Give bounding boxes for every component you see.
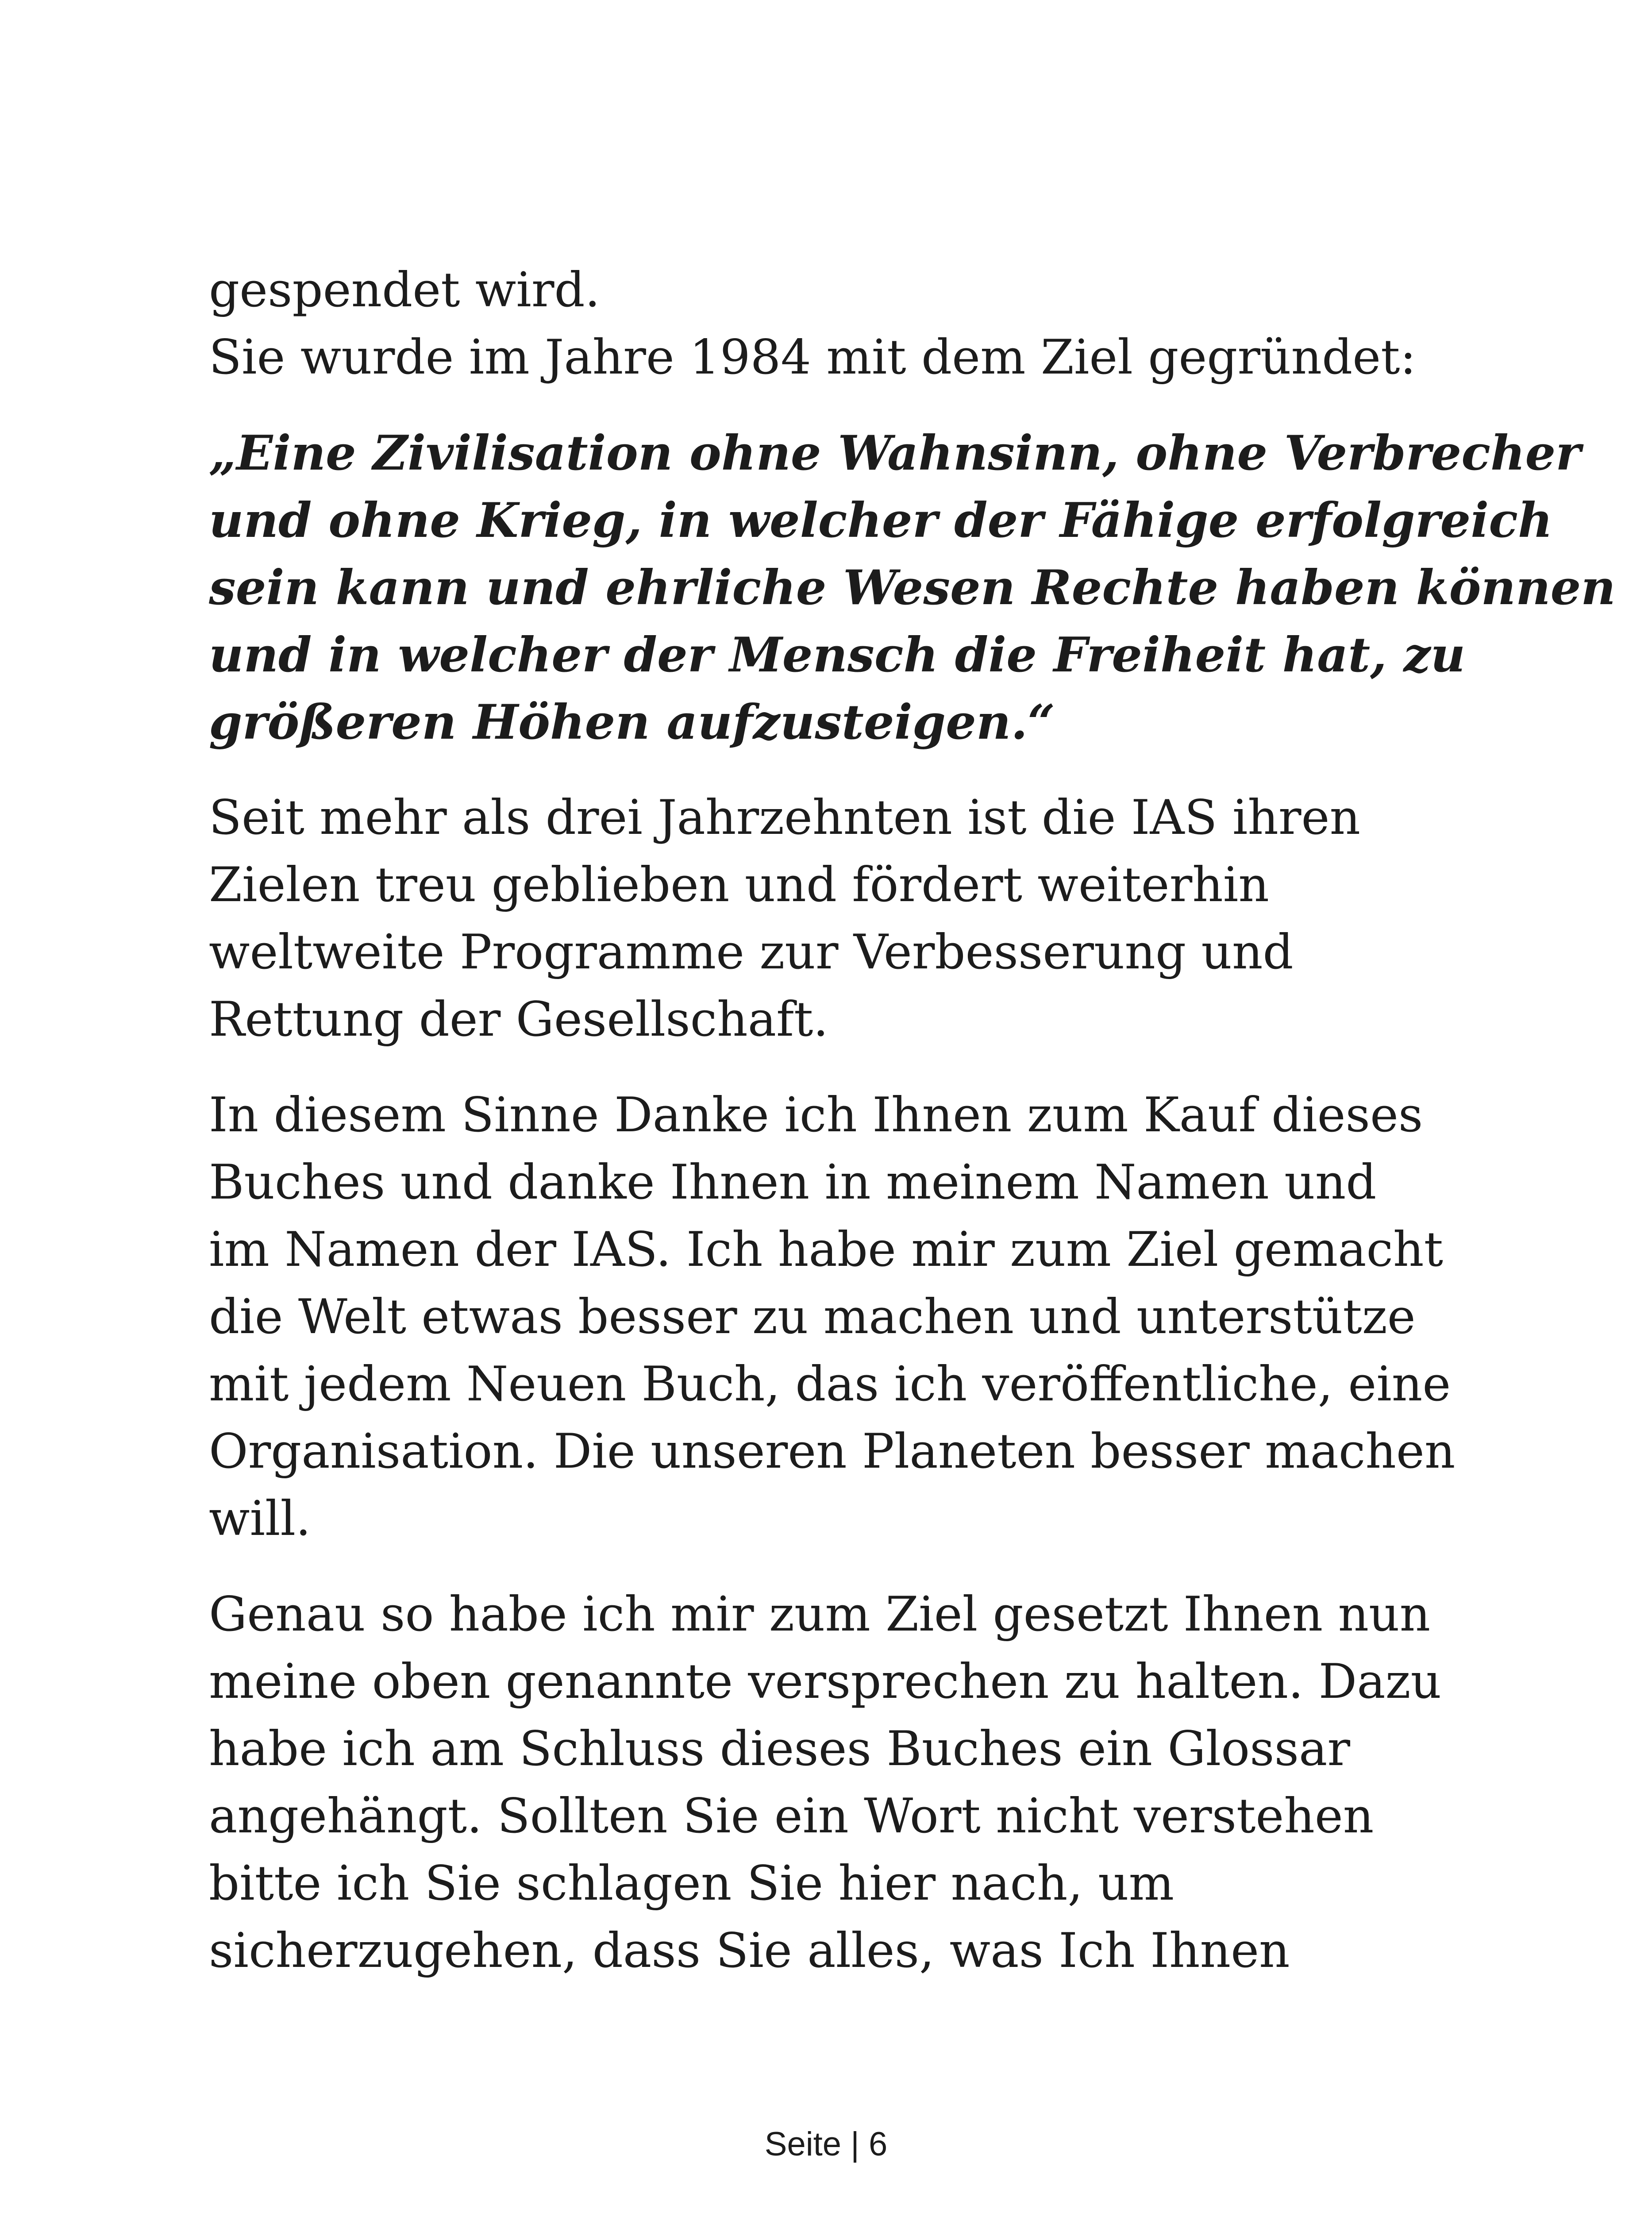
- quote-line: und ohne Krieg, in welcher der Fähige erfolgreich: [209, 493, 1553, 548]
- text-line: weltweite Programme zur Verbesserung und: [209, 925, 1294, 980]
- text-line: Organisation. Die unseren Planeten besser machen: [209, 1424, 1456, 1479]
- text-line: meine oben genannte versprechen zu halten. Dazu: [209, 1654, 1442, 1709]
- text-line: im Namen der IAS. Ich habe mir zum Ziel gemacht: [209, 1222, 1443, 1277]
- paragraph-quote: [209, 420, 1616, 756]
- page-body-text: [209, 257, 1616, 1985]
- text-line: will.: [209, 1491, 311, 1546]
- text-line: bitte ich Sie schlagen Sie hier nach, um: [209, 1856, 1174, 1911]
- paragraph-intro: [209, 257, 1448, 391]
- quote-line: „Eine Zivilisation ohne Wahnsinn, ohne Verbrecher: [209, 425, 1581, 481]
- text-line: mit jedem Neuen Buch, das ich veröffentliche, eine: [209, 1357, 1451, 1412]
- text-line: sicherzugehen, dass Sie alles, was Ich Ihnen: [209, 1923, 1290, 1978]
- text-line: Buches und danke Ihnen in meinem Namen und: [209, 1155, 1377, 1210]
- text-line: Rettung der Gesellschaft.: [209, 992, 828, 1047]
- text-line: In diesem Sinne Danke ich Ihnen zum Kauf dieses: [209, 1087, 1423, 1143]
- quote-line: und in welcher der Mensch die Freiheit hat, zu: [209, 627, 1466, 683]
- paragraph-glossary: [209, 1581, 1448, 1985]
- text-line: gespendet wird.: [209, 262, 600, 318]
- text-line: angehängt. Sollten Sie ein Wort nicht verstehen: [209, 1789, 1374, 1844]
- text-line: Seit mehr als drei Jahrzehnten ist die IAS ihren: [209, 790, 1361, 845]
- text-line: Zielen treu geblieben und fördert weiterhin: [209, 857, 1269, 913]
- text-line: die Welt etwas besser zu machen und unterstütze: [209, 1289, 1416, 1345]
- paragraph-ias-goals: [209, 784, 1448, 1053]
- quote-line: größeren Höhen aufzusteigen.“: [209, 694, 1055, 750]
- paragraph-thanks: [209, 1082, 1456, 1553]
- quote-line: sein kann und ehrliche Wesen Rechte haben können: [209, 560, 1616, 616]
- page-number-footer: Seite | 6: [764, 2125, 888, 2163]
- text-line: habe ich am Schluss dieses Buches ein Glossar: [209, 1721, 1351, 1777]
- text-line: Genau so habe ich mir zum Ziel gesetzt Ihnen nun: [209, 1587, 1431, 1642]
- text-line: Sie wurde im Jahre 1984 mit dem Ziel gegründet:: [209, 330, 1416, 385]
